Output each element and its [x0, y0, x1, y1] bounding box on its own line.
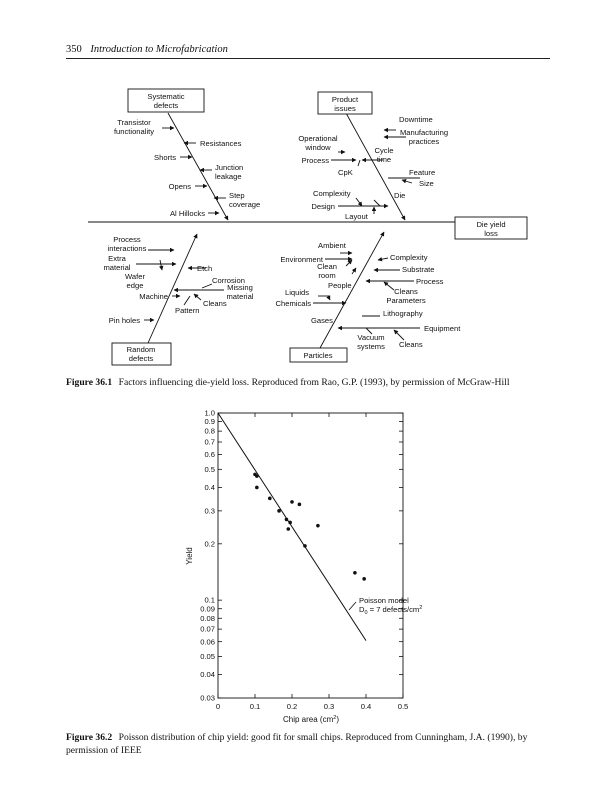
annotation-line2: [359, 605, 422, 616]
cause-etch: Etch: [197, 264, 213, 273]
y-tick-label: 0.05: [200, 652, 215, 662]
y-axis-label: Yield: [185, 547, 194, 565]
cause-ambient: Ambient: [318, 241, 346, 250]
data-point: [255, 486, 259, 490]
cause-process-particles: Process: [416, 277, 444, 286]
y-tick-label: 0.8: [204, 426, 215, 436]
cause-size: Size: [419, 179, 434, 188]
x-tick-label: 0.3: [323, 702, 335, 711]
cause-design: Design: [311, 202, 335, 211]
data-point: [255, 474, 259, 478]
y-tick-label: 0.07: [200, 624, 215, 634]
y-tick-label: 0.4: [204, 483, 215, 493]
cause-pattern: Pattern: [175, 306, 200, 315]
cause-gases: Gases: [311, 316, 333, 325]
cause-pinholes: Pin holes: [108, 316, 140, 325]
y-tick-label: 0.09: [200, 604, 215, 614]
caption-number: Figure 36.1: [66, 377, 113, 388]
y-tick-label: 0.7: [204, 437, 215, 447]
cause-cleans-particles: Cleans: [399, 340, 423, 349]
y-tick-label: 0.03: [200, 693, 215, 703]
cause-substrate: Substrate: [402, 265, 435, 274]
cause-layout: Layout: [345, 212, 368, 221]
cause-wafer: Wafer edge: [125, 272, 145, 290]
cause-missing: Missing material: [226, 283, 254, 301]
cause-cleans-random: Cleans: [203, 299, 227, 308]
cause-opens: Opens: [168, 182, 191, 191]
data-point: [353, 571, 357, 575]
data-point: [268, 497, 272, 501]
label-random: Random defects: [126, 345, 156, 363]
cause-liquids: Liquids: [285, 288, 310, 297]
data-point: [290, 500, 294, 504]
cause-step: Step coverage: [229, 191, 261, 209]
cause-corrosion: Corrosion: [212, 276, 245, 285]
y-tick-label: 0.6: [204, 450, 215, 460]
cause-resistances: Resistances: [200, 139, 242, 148]
caption-text: Factors influencing die-yield loss. Reproduced from Rao, G.P. (1993), by permission of McGraw-Hill: [118, 377, 510, 388]
annotation-d-sub: 0: [364, 610, 368, 616]
y-tick-label: 1.0: [204, 408, 215, 418]
x-tick-label: 0.5: [397, 702, 409, 711]
x-axis-label: Chip area $(cm^2)$: [283, 715, 339, 724]
y-tick-label: 0.06: [200, 637, 215, 647]
poisson-model-line: [218, 413, 366, 641]
cause-transistor: Transistor functionality: [113, 118, 155, 136]
y-tick-label: 0.1: [204, 595, 215, 605]
annotation-line1: Poisson model: [359, 596, 409, 605]
cause-complexity-particles: Complexity: [390, 253, 428, 262]
cause-cleanroom: Clean room: [317, 262, 337, 280]
label-effect: Die yield loss: [476, 220, 506, 238]
annotation-rest: = 7 defects/cm: [367, 605, 420, 614]
annotation-d: D: [359, 605, 365, 614]
y-tick-label: 0.2: [204, 539, 215, 549]
label-particles: Particles: [303, 351, 333, 360]
y-tick-label: 0.3: [204, 506, 215, 516]
data-point: [298, 503, 302, 507]
cause-extra: Extra material: [103, 254, 131, 272]
annotation-arrow: [349, 602, 356, 610]
cause-process-interactions: Process interactions: [107, 235, 147, 253]
cause-environment: Environment: [280, 255, 323, 264]
data-point: [362, 577, 366, 581]
cause-process-product: Process: [301, 156, 329, 165]
x-tick-label: 0.2: [286, 702, 298, 711]
cause-operational: Operational window: [298, 134, 338, 152]
page-number: 350: [66, 44, 82, 55]
figure-36-2-caption: [66, 731, 552, 757]
cause-hillocks: Al Hillocks: [169, 209, 205, 218]
cause-vacuum: Vacuum systems: [357, 333, 385, 351]
annotation-sup: 2: [419, 605, 423, 611]
y-tick-label: 0.04: [200, 670, 215, 680]
x-tick-label: 0.4: [360, 702, 372, 711]
cause-cpk: CpK: [338, 168, 353, 177]
cause-people: People: [328, 281, 352, 290]
cause-machine: Machine: [139, 292, 168, 301]
data-point: [288, 521, 292, 525]
cause-cleans-params: Cleans Parameters: [386, 287, 426, 305]
data-point: [285, 518, 289, 522]
caption-text: Poisson distribution of chip yield: good fit for small chips. Reproduced from Cunningham, J.A. (1990), by permission of IEEE: [66, 732, 528, 756]
cause-lithography: Lithography: [383, 309, 423, 318]
cause-chemicals: Chemicals: [275, 299, 311, 308]
cause-junction: Junction leakage: [215, 163, 244, 181]
y-tick-label: 0.9: [204, 417, 215, 427]
cause-feature: Feature: [409, 168, 436, 177]
book-title: Introduction to Microfabrication: [90, 44, 228, 55]
cause-cycle: Cycle time: [374, 146, 394, 164]
data-point: [277, 509, 281, 513]
cause-shorts: Shorts: [154, 153, 176, 162]
y-tick-label: 0.08: [200, 613, 215, 623]
data-point: [303, 544, 307, 548]
cause-equipment: Equipment: [424, 324, 461, 333]
cause-manufacturing: Manufacturing practices: [399, 128, 449, 146]
data-point: [287, 527, 291, 531]
cause-die: Die: [394, 191, 406, 200]
label-product: Product issues: [331, 95, 359, 113]
cause-downtime: Downtime: [399, 115, 433, 124]
y-tick-label: 0.5: [204, 464, 215, 474]
label-systematic: Systematic defects: [147, 92, 185, 110]
caption-number: Figure 36.2: [66, 732, 113, 743]
cause-complexity-product: Complexity: [313, 189, 351, 198]
x-tick-label: 0.1: [249, 702, 261, 711]
x-tick-label: 0: [215, 702, 221, 711]
data-point: [316, 524, 320, 528]
